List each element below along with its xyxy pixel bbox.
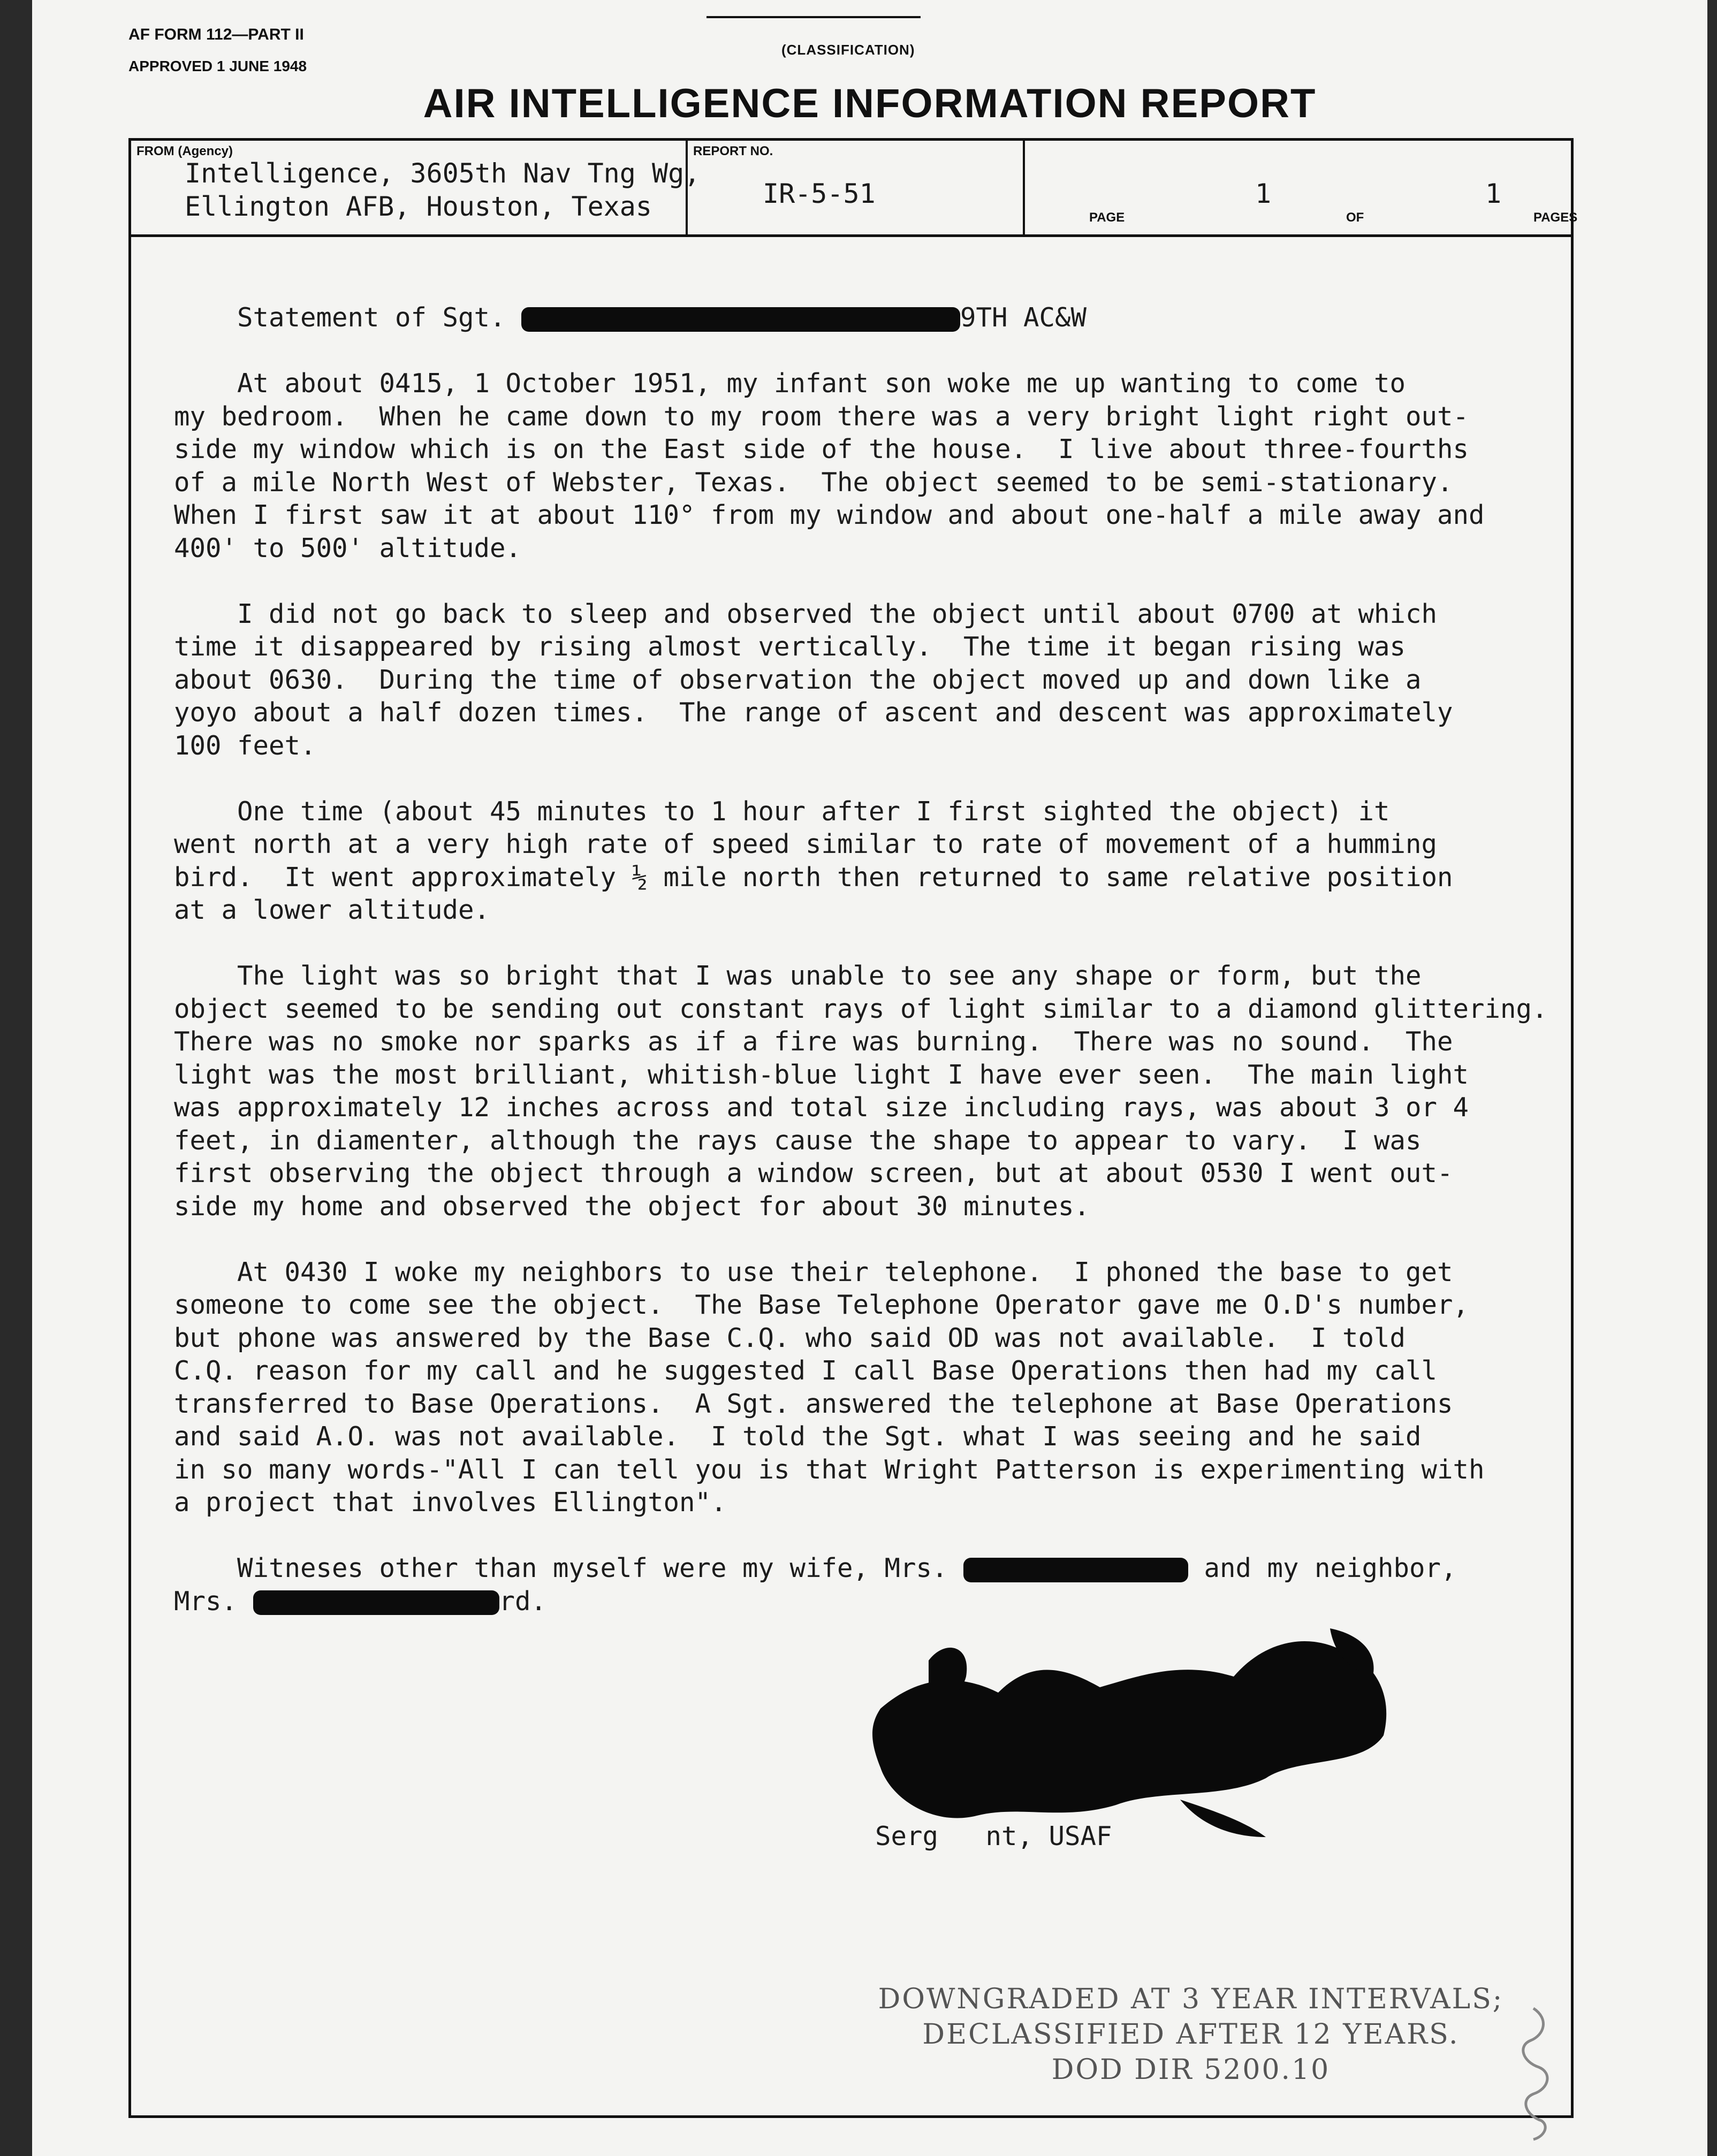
text-line: light was the most brilliant, whitish-blue light I have ever seen. The main light (174, 1059, 1469, 1090)
text-line: of a mile North West of Webster, Texas. The object seemed to be semi-stationary. (174, 467, 1453, 498)
stamp-line: DOWNGRADED AT 3 YEAR INTERVALS; (878, 1983, 1504, 2015)
text-line: There was no smoke nor sparks as if a fire was burning. There was no sound. The (174, 1026, 1453, 1057)
witness-line-1 (174, 1552, 1566, 1585)
text-line: 100 feet. (174, 730, 316, 761)
page-total: 1 (1485, 178, 1502, 209)
text-line: object seemed to be sending out constant rays of light similar to a diamond glittering. (174, 993, 1548, 1024)
text-line: a project that involves Ellington". (174, 1487, 727, 1518)
text-line: in so many words-"All I can tell you is that Wright Patterson is experimenting with (174, 1454, 1485, 1485)
redacted-signature (859, 1628, 1405, 1842)
paragraph-2 (174, 598, 1566, 763)
statement-body (174, 301, 1566, 1618)
text-line: When I first saw it at about 110° from my window and about one-half a mile away and (174, 500, 1485, 530)
paragraph-1 (174, 367, 1566, 565)
witness-paragraph (174, 1552, 1566, 1618)
text-line: transferred to Base Operations. A Sgt. answered the telephone at Base Operations (174, 1388, 1453, 1419)
text-line: was approximately 12 inches across and total size including rays, was about 3 or 4 (174, 1092, 1469, 1123)
witness-text: and my neighbor, (1188, 1553, 1457, 1583)
paragraph-3 (174, 795, 1566, 927)
text-line: time it disappeared by rising almost vertically. The time it began rising was (174, 631, 1406, 662)
document-page (32, 0, 1707, 2156)
report-number-cell (688, 141, 1025, 234)
report-number: IR-5-51 (763, 178, 876, 209)
text-line: At about 0415, 1 October 1951, my infant son woke me up wanting to come to (174, 368, 1406, 399)
page-count-cell (1025, 141, 1576, 234)
redaction-bar (963, 1558, 1188, 1582)
witness-line-2 (174, 1585, 1566, 1618)
from-line-1: Intelligence, 3605th Nav Tng Wg, (185, 158, 701, 189)
classification-label: (CLASSIFICATION) (781, 42, 915, 58)
text-line: I did not go back to sleep and observed the object until about 0700 at which (174, 598, 1438, 629)
text-line: side my window which is on the East side of the house. I live about three-fourths (174, 434, 1469, 464)
statement-heading (174, 301, 1566, 334)
text-line: One time (about 45 minutes to 1 hour after I first sighted the object) it (174, 796, 1390, 827)
text-line: At 0430 I woke my neighbors to use their telephone. I phoned the base to get (174, 1256, 1453, 1287)
witness-text: rd. (499, 1586, 547, 1617)
form-number: AF FORM 112—PART II (128, 26, 304, 43)
downgrade-stamp (870, 1982, 1512, 2088)
approval-date: APPROVED 1 JUNE 1948 (128, 58, 307, 74)
text-line: 400' to 500' altitude. (174, 532, 522, 563)
statement-prefix: Statement of Sgt. (237, 302, 506, 333)
paragraph-5 (174, 1256, 1566, 1519)
paragraph-4 (174, 959, 1566, 1223)
stamp-line: DECLASSIFIED AFTER 12 YEARS. (922, 2018, 1460, 2051)
signature-title: Serg nt, USAF (875, 1821, 1112, 1852)
witness-text: Witneses other than myself were my wife, Mrs. (174, 1553, 948, 1583)
report-form (128, 138, 1578, 2118)
text-line: went north at a very high rate of speed similar to rate of movement of a humming (174, 829, 1438, 859)
report-header (131, 141, 1578, 237)
text-line: at a lower altitude. (174, 895, 490, 925)
report-no-label: REPORT NO. (693, 144, 773, 158)
of-label: OF (1346, 210, 1364, 225)
pages-label: PAGES (1533, 210, 1578, 225)
text-line: and said A.O. was not available. I told the Sgt. what I was seeing and he said (174, 1421, 1422, 1452)
text-line: but phone was answered by the Base C.Q. who said OD was not available. I told (174, 1322, 1406, 1353)
text-line: side my home and observed the object for about 30 minutes. (174, 1191, 1090, 1222)
from-label: FROM (Agency) (136, 144, 233, 158)
page-label: PAGE (1089, 210, 1125, 225)
redaction-bar (253, 1590, 499, 1615)
margin-handwriting (1501, 2003, 1566, 2142)
text-line: about 0630. During the time of observation the object moved up and down like a (174, 664, 1422, 695)
text-line: my bedroom. When he came down to my room there was a very bright light right out- (174, 401, 1469, 432)
redaction-bar (521, 307, 960, 332)
text-line: feet, in diamenter, although the rays cause the shape to appear to vary. I was (174, 1125, 1422, 1156)
text-line: The light was so bright that I was unable to see any shape or form, but the (174, 961, 1422, 991)
page-number: 1 (1255, 178, 1272, 209)
text-line: bird. It went approximately ½ mile north then returned to same relative position (174, 862, 1453, 893)
statement-unit: 9TH AC&W (960, 302, 1087, 333)
text-line: yoyo about a half dozen times. The range of ascent and descent was approximately (174, 697, 1453, 728)
from-cell (131, 141, 701, 234)
text-line: first observing the object through a window screen, but at about 0530 I went out- (174, 1158, 1453, 1189)
stamp-line: DOD DIR 5200.10 (1051, 2054, 1331, 2086)
classification-line (706, 16, 921, 18)
witness-text: Mrs. (174, 1586, 238, 1617)
from-line-2: Ellington AFB, Houston, Texas (185, 191, 652, 222)
report-title: AIR INTELLIGENCE INFORMATION REPORT (423, 81, 1317, 126)
text-line: C.Q. reason for my call and he suggested I call Base Operations then had my call (174, 1355, 1438, 1386)
text-line: someone to come see the object. The Base Telephone Operator gave me O.D's number, (174, 1290, 1469, 1320)
